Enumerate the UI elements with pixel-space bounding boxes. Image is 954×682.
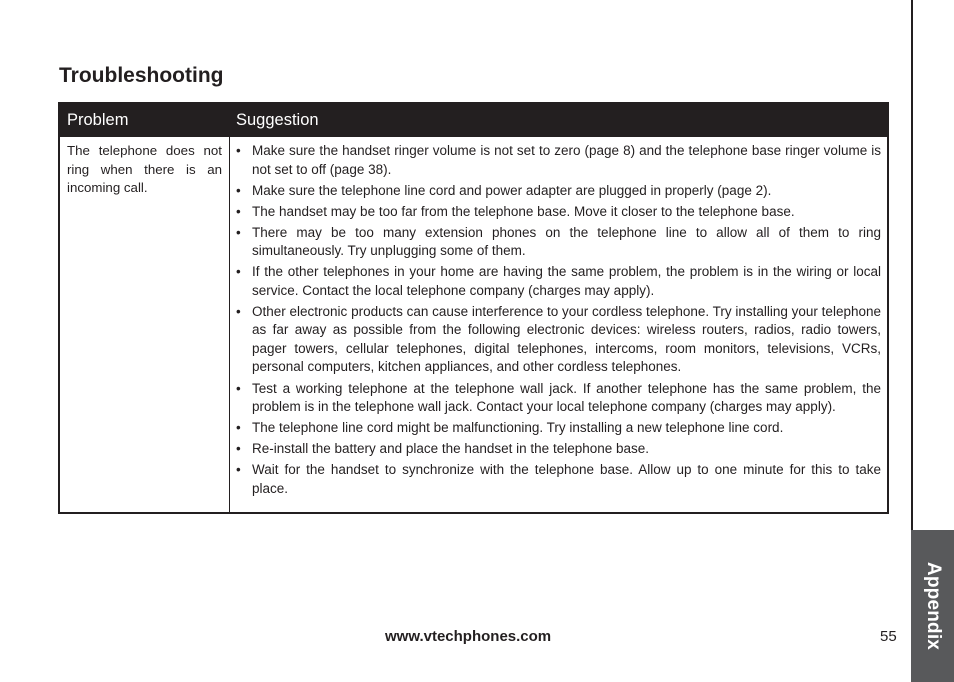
appendix-side-tab — [911, 530, 954, 682]
suggestion-item: • Other electronic products can cause interference to your cordless telephone. Try installing your telephone as far away as possible from the following electronic devices: wireless routers, radios, radio towers, pager towers, cellular telephones, digital telephones, intercoms, room monitors, televisions, VCRs, personal computers, kitchen appliances, and other cordless telephones. — [236, 303, 881, 377]
problem-cell: The telephone does not ring when there is an incoming call. — [67, 143, 222, 195]
suggestion-item: • There may be too many extension phones on the telephone line to allow all of them to ring simultaneously. Try unplugging some of them. — [236, 224, 881, 261]
page-title: Troubleshooting — [59, 64, 224, 87]
suggestion-item: • Make sure the telephone line cord and power adapter are plugged in properly (page 2). — [236, 182, 881, 201]
page-number: 55 — [880, 628, 897, 645]
suggestion-item: • The handset may be too far from the telephone base. Move it closer to the telephone base. — [236, 203, 881, 222]
appendix-label: Appendix — [922, 561, 944, 651]
suggestion-item: • Test a working telephone at the telephone wall jack. If another telephone has the same problem, the problem is in the telephone wall jack. Contact your local telephone company (charges may apply). — [236, 380, 881, 417]
troubleshooting-table — [58, 102, 889, 514]
suggestion-item: • If the other telephones in your home are having the same problem, the problem is in the wiring or local service. Contact the local telephone company (charges may apply). — [236, 263, 881, 300]
suggestion-column-header: Suggestion — [236, 111, 319, 129]
suggestion-item: • The telephone line cord might be malfunctioning. Try installing a new telephone line cord. — [236, 419, 881, 438]
footer-url: www.vtechphones.com — [385, 628, 552, 645]
table-body — [60, 137, 887, 512]
suggestion-item: • Re-install the battery and place the handset in the telephone base. — [236, 440, 881, 459]
suggestion-list — [236, 142, 881, 501]
suggestion-item: • Make sure the handset ringer volume is not set to zero (page 8) and the telephone base ringer volume is not set to off (page 38). — [236, 142, 881, 179]
column-divider — [229, 137, 230, 512]
table-header — [60, 104, 887, 137]
problem-column-header: Problem — [67, 111, 129, 129]
suggestion-item: • Wait for the handset to synchronize with the telephone base. Allow up to one minute for this to take place. — [236, 461, 881, 498]
